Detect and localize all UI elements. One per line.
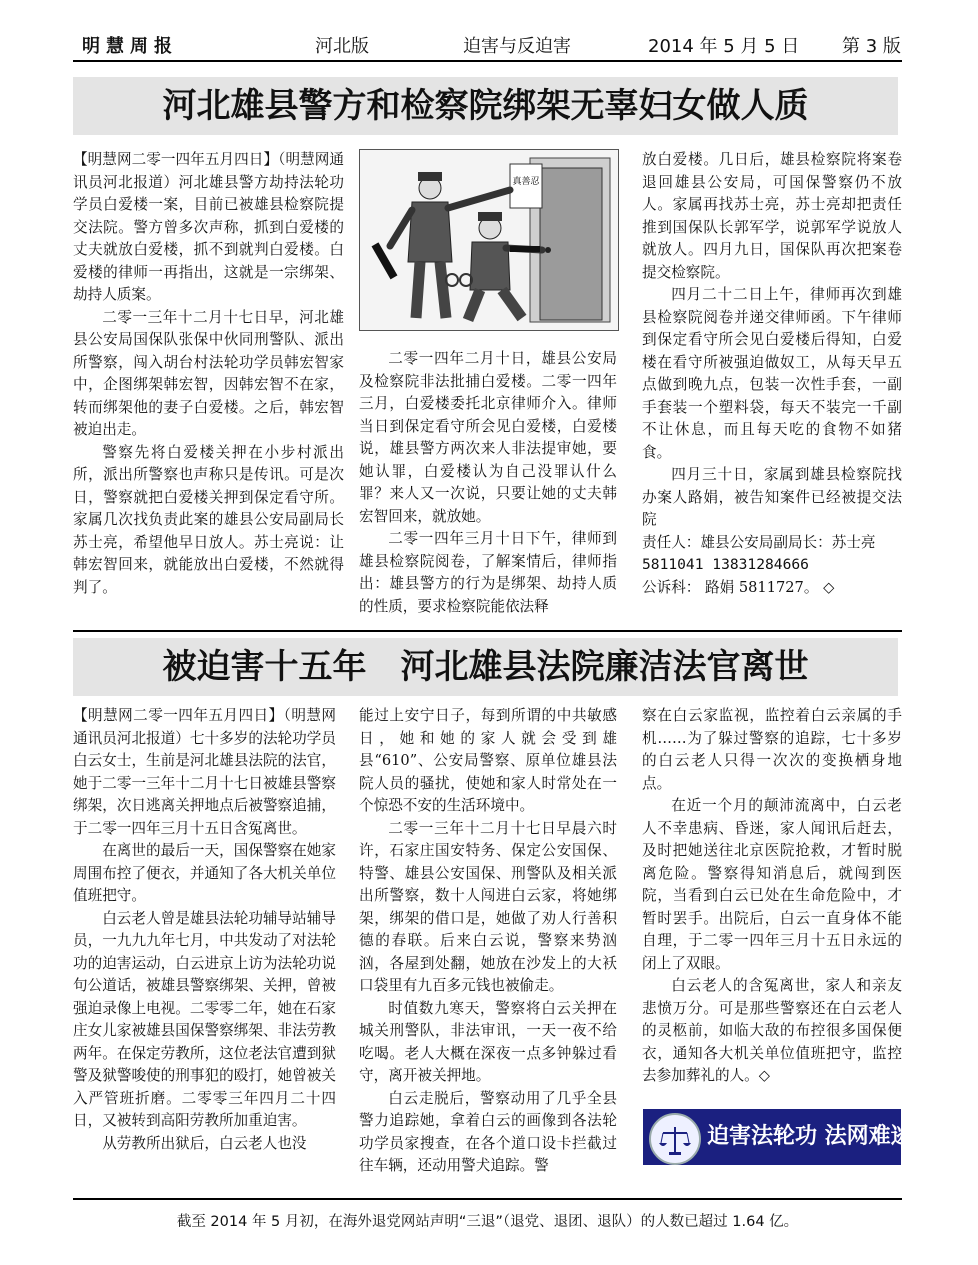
article1-column-3 xyxy=(642,149,902,599)
page-number: 第 3 版 xyxy=(842,36,901,57)
article2-paragraph: 能过上安宁日子，每到所谓的中共敏感日，她和她的家人就会受到雄县“610”、公安局警察、原单位雄县法院人员的骚扰，使她和家人时常处在一个惊恐不安的生活环境中。 xyxy=(359,707,617,814)
article1-paragraph: 二零一四年二月十日，雄县公安局及检察院非法批捕白爱楼。二零一四年三月，白爱楼委托北京律师介入。律师当日到保定看守所会见白爱楼，白爱楼说，雄县警方两次来人非法提审她，要她认罪，白爱楼认为自己没罪认什么罪？来人又一次说，只要让她的丈夫韩宏智回来，就放她。 xyxy=(359,350,617,525)
responsible-person: 责任人：雄县公安局副局长：苏士亮 xyxy=(642,533,876,551)
article2-column-1 xyxy=(73,705,336,1155)
article1-column-2 xyxy=(359,348,617,618)
article1-paragraph: 四月三十日，家属到雄县检察院找办案人路娟，被告知案件已经被提交法院 xyxy=(642,466,902,528)
persecution-badge xyxy=(643,1109,913,1165)
prosecutor-contact: 公诉科： 路娟 5811727。 ◇ xyxy=(642,578,835,596)
newspaper-logo: 明慧周报 xyxy=(82,36,178,57)
article2-paragraph: 察在白云家监视，监控着白云亲属的手机……为了躲过警察的追踪，七十多岁的白云老人只得一次次的变换栖身地点。 xyxy=(642,707,902,792)
article2-paragraph: 白云老人曾是雄县法轮功辅导站辅导员，一九九九年七月，中共发动了对法轮功的迫害运动，白云进京上访为法轮功说句公道话，被雄县警察绑架、关押，曾被强迫录像上电视。二零零二年，她在石家庄女儿家被雄县国保警察绑架、非法劳教两年。在保定劳教所，这位老法官遭到狱警及狱警唆使的刑事犯的殴打，她曾被关入严管班折磨。二零零三年四月二十四日，又被转到高阳劳教所加重迫害。 xyxy=(73,909,336,1129)
article2-paragraph: 白云走脱后，警察动用了几乎全县警力追踪她，拿着白云的画像到各法轮功学员家搜查，在各个道口设卡拦截过往车辆，还动用警犬追踪。警 xyxy=(359,1089,617,1174)
header-rule xyxy=(73,60,902,62)
article2-paragraph: 从劳教所出狱后，白云老人也没 xyxy=(102,1134,307,1152)
responsible-phone: 5811041 13831284666 xyxy=(642,556,809,573)
footer-rule xyxy=(73,1198,902,1200)
article2-column-2 xyxy=(359,705,617,1178)
scales-emblem-icon xyxy=(649,1113,701,1165)
article1-illustration xyxy=(359,149,619,331)
article1-paragraph: 警察先将白爱楼关押在小步村派出所，派出所警察也声称只是传讯。可是次日，警察就把白爱楼关押到保定看守所。家属几次找负责此案的雄县公安局副局长苏士亮，希望他早日放人。苏士亮说：让韩宏智回来，就能放出白爱楼，不然就得判了。 xyxy=(73,443,344,596)
footer-statement: 截至 2014 年 5 月初，在海外退党网站声明“三退”（退党、退团、退队）的人数已超过 1.64 亿。 xyxy=(176,1214,799,1230)
article-divider xyxy=(73,630,902,632)
article1-paragraph: 四月二十二日上午，律师再次到雄县检察院阅卷并递交律师函。下午律师到保定看守所会见白爱楼后得知，白爱楼在看守所被强迫做奴工，从每天早五点做到晚九点，包装一次性手套，一副手套装一个塑料袋，每天不装完一千副不让休息，而且每天吃的食物不如猪食。 xyxy=(642,286,902,461)
article2-paragraph: 白云老人的含冤离世，家人和亲友悲愤万分。可是那些警察还在白云老人的灵柩前，如临大敌的布控很多国保便衣，通知各大机关单位值班把守，监控去参加葬礼的人。◇ xyxy=(642,977,902,1084)
section-label: 迫害与反迫害 xyxy=(463,36,571,57)
article2-paragraph: 在近一个月的颠沛流离中，白云老人不幸患病、昏迷，家人闻讯后赶去，及时把她送往北京医院抢救，才暂时脱离危险。警察得知消息后，就闯到医院，当看到白云已处在生命危险中，才暂时罢手。出院后，白云一直身体不能自理，于二零一四年三月十五日永远的闭上了双眼。 xyxy=(642,797,902,972)
article2-paragraph: 【明慧网二零一四年五月四日】（明慧网通讯员河北报道）七十多岁的法轮功学员白云女士，生前是河北雄县法院的法官，她于二零一三年十二月十七日被雄县警察绑架，次日逃离关押地点后被警察追捕，于二零一四年三月十五日含冤离世。 xyxy=(73,707,336,837)
banner-text: 真善忍 xyxy=(512,177,540,187)
badge-text: 迫害法轮功 法网难逃 xyxy=(707,1124,913,1149)
article2-title: 被迫害十五年 河北雄县法院廉洁法官离世 xyxy=(73,638,898,696)
issue-date: 2014 年 5 月 5 日 xyxy=(648,36,800,57)
police-illustration xyxy=(360,150,618,330)
article1-title: 河北雄县警方和检察院绑架无辜妇女做人质 xyxy=(73,77,898,135)
article2-paragraph: 二零一三年十二月十七日早晨六时许，石家庄国安特务、保定公安国保、特警、雄县公安国保、刑警队及相关派出所警察，数十人闯进白云家，将她绑架，绑架的借口是，她做了劝人行善积德的春联。后来白云说，警察来势汹汹，各屋到处翻，她放在沙发上的大袄口袋里有九百多元钱也被偷走。 xyxy=(359,819,617,994)
article1-paragraph: 二零一四年三月十日下午，律师到雄县检察院阅卷，了解案情后，律师指出：雄县警方的行为是绑架、劫持人质的性质，要求检察院能依法释 xyxy=(359,530,617,615)
article1-paragraph: 放白爱楼。几日后，雄县检察院将案卷退回雄县公安局，可国保警察仍不放人。家属再找苏士亮，苏士亮却把责任推到国保队长郭军学，说郭军学说放人就放人。四月九日，国保队再次把案卷提交检察院。 xyxy=(642,151,902,281)
article1-paragraph: 【明慧网二零一四年五月四日】（明慧网通讯员河北报道）河北雄县警方劫持法轮功学员白爱楼一案，目前已被雄县检察院提交法院。警方曾多次声称，抓到白爱楼的丈夫就放白爱楼，抓不到就判白爱楼。白爱楼的律师一再指出，这就是一宗绑架、劫持人质案。 xyxy=(73,151,344,303)
article2-paragraph: 时值数九寒天，警察将白云关押在城关刑警队，非法审讯，一天一夜不给吃喝。老人大概在深夜一点多钟躲过看守，离开被关押地。 xyxy=(359,999,617,1084)
article2-paragraph: 在离世的最后一天，国保警察在她家周围布控了便衣，并通知了各大机关单位值班把守。 xyxy=(73,842,336,904)
article2-column-3 xyxy=(642,705,902,1088)
edition-label: 河北版 xyxy=(315,36,369,57)
article1-column-1 xyxy=(73,149,344,599)
article1-paragraph: 二零一三年十二月十七日早，河北雄县公安局国保队张保中伙同刑警队、派出所警察，闯入胡台村法轮功学员韩宏智家中，企图绑架韩宏智，因韩宏智不在家，转而绑架他的妻子白爱楼。之后，韩宏智被迫出走。 xyxy=(73,308,344,438)
